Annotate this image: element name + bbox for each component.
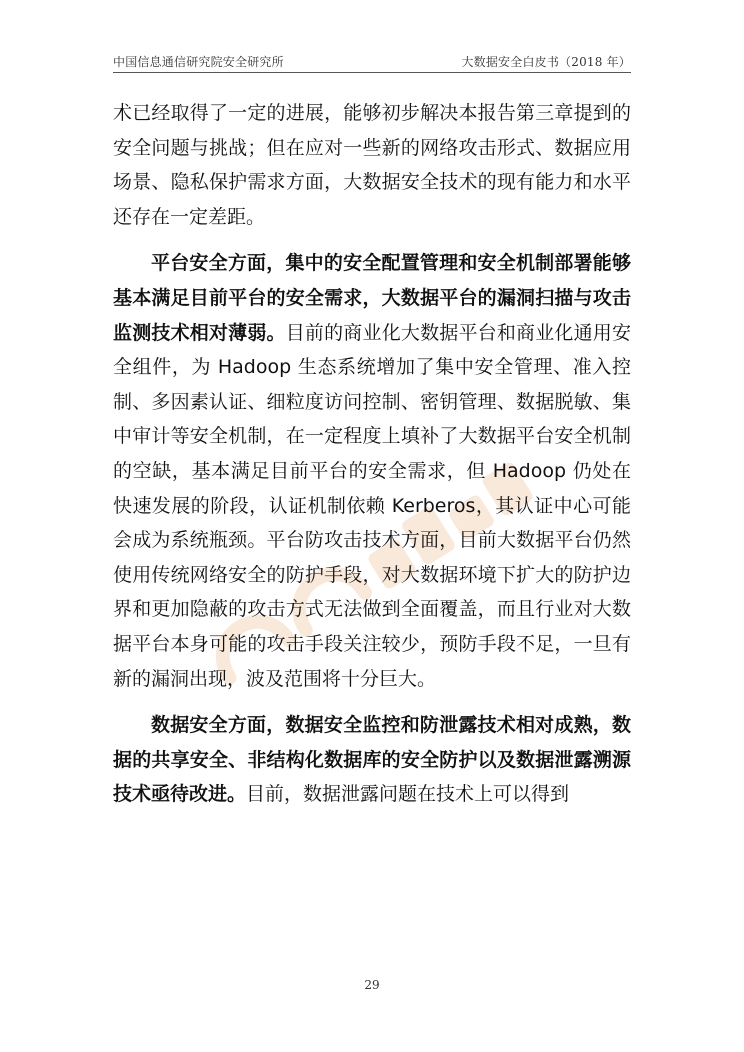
paragraph-1-text: 术已经取得了一定的进展，能够初步解决本报告第三章提到的安全问题与挑战；但在应对一些新的网络攻击形式、数据应用场景、隐私保护需求方面，大数据安全技术的现有能力和水平还存在一定差距。 (113, 102, 631, 228)
body-text (113, 96, 631, 812)
paragraph-3-text: 目前，数据泄露问题在技术上可以得到 (246, 783, 570, 806)
paragraph-data-security (113, 708, 631, 812)
paragraph-3-bold-lead: 数据安全方面，数据安全监控和防泄露技术相对成熟，数据的共享安全、非结构化数据库的安全防护以及数据泄露溯源技术亟待改进。 (113, 714, 631, 806)
header-left-org: 中国信息通信研究院安全研究所 (113, 55, 284, 69)
paragraph-continuation (113, 96, 631, 234)
header-divider (113, 72, 631, 73)
header-right-title: 大数据安全白皮书（2018 年） (461, 55, 631, 69)
page-number: 29 (364, 978, 380, 992)
paragraph-platform-security (113, 246, 631, 696)
page-header (113, 50, 631, 70)
paragraph-2-text: 目前的商业化大数据平台和商业化通用安全组件，为 Hadoop 生态系统增加了集中安全管理、准入控制、多因素认证、细粒度访问控制、密钥管理、数据脱敏、集中审计等安全机制，在一定程度上填补了大数据平台安全机制的空缺，基本满足目前平台的安全需求，但 Hadoop 仍处在快速发展的阶段，认证机制依赖 Kerberos，其认证中心可能会成为系统瓶颈。平台防攻击技术方面，目前大数据平台仍然使用传统网络安全的防护手段，对大数据环境下扩大的防护边界和更加隐蔽的攻击方式无法做到全面覆盖，而且行业对大数据平台本身可能的攻击手段关注较少，预防手段不足，一旦有新的漏洞出现，波及范围将十分巨大。 (113, 321, 631, 690)
paragraph-2-bold-lead: 平台安全方面，集中的安全配置管理和安全机制部署能够基本满足目前平台的安全需求，大数据平台的漏洞扫描与攻击监测技术相对薄弱。 (113, 252, 631, 344)
